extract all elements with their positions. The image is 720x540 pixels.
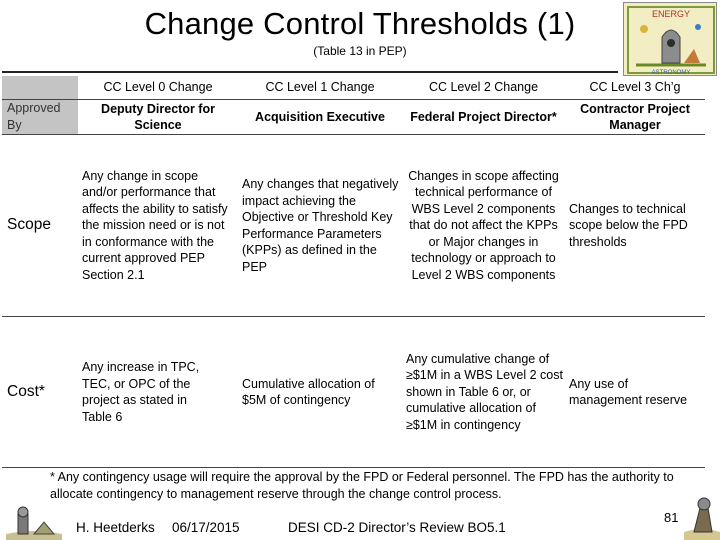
row-label: Scope	[2, 135, 78, 317]
table-cell: Any use of management reserve	[565, 317, 705, 468]
header-corner-cell	[2, 76, 78, 100]
table-cell: Cumulative allocation of $5M of contingency	[238, 317, 402, 468]
astronomer-cartoon-icon	[4, 500, 64, 540]
svg-text:ASTRONOMY: ASTRONOMY	[651, 70, 691, 76]
energy-logo-icon	[623, 2, 717, 76]
thresholds-table	[2, 76, 705, 468]
table-row	[2, 317, 705, 468]
table-cell: Deputy Director for Science	[78, 100, 238, 135]
header-divider	[2, 71, 618, 73]
column-header: CC Level 1 Change	[238, 76, 402, 100]
table-row	[2, 100, 705, 135]
telescope-cartoon-icon	[684, 492, 720, 540]
slide-title: Change Control Thresholds (1)	[144, 6, 576, 41]
table-cell: Contractor Project Manager	[565, 100, 705, 135]
footer-date: 06/17/2015	[172, 520, 240, 535]
table-cell: Any change in scope and/or performance that affects the ability to satisfy the mission need or is not in conformance with the current approved PEP Section 2.1	[78, 135, 238, 317]
footer-event: DESI CD-2 Director’s Review BO5.1	[288, 520, 506, 535]
page-number: 81	[664, 510, 679, 525]
footer-author: H. Heetderks	[76, 520, 155, 535]
table-cell: Changes in scope affecting technical performance of WBS Level 2 components that do not affect the KPPs or Major changes in technology or approach to Level 2 WBS components	[402, 135, 565, 317]
svg-text:ENERGY: ENERGY	[651, 9, 691, 19]
row-label: Cost*	[2, 317, 78, 468]
column-header: CC Level 3 Ch’g	[565, 76, 705, 100]
table-row	[2, 135, 705, 317]
column-header: CC Level 2 Change	[402, 76, 565, 100]
table-cell: Any increase in TPC, TEC, or OPC of the project as stated in Table 6	[78, 317, 238, 468]
column-header: CC Level 0 Change	[78, 76, 238, 100]
table-cell: Acquisition Executive	[238, 100, 402, 135]
table-cell: Any cumulative change of ≥$1M in a WBS Level 2 cost shown in Table 6 or, or cumulative allocation of ≥$1M in contingency	[402, 317, 565, 468]
table-cell: Federal Project Director*	[402, 100, 565, 135]
row-label: Approved By	[2, 100, 78, 135]
table-cell: Any changes that negatively impact achieving the Objective or Threshold Key Performance Parameters (KPPs) as defined in the PEP	[238, 135, 402, 317]
slide-subtitle: (Table 13 in PEP)	[313, 44, 407, 58]
footnote: * Any contingency usage will require the approval by the FPD or Federal personnel. The FPD has the authority to allocate contingency to management reserve through the change control process.	[50, 470, 674, 501]
table-cell: Changes to technical scope below the FPD thresholds	[565, 135, 705, 317]
table-header-row	[2, 76, 705, 100]
